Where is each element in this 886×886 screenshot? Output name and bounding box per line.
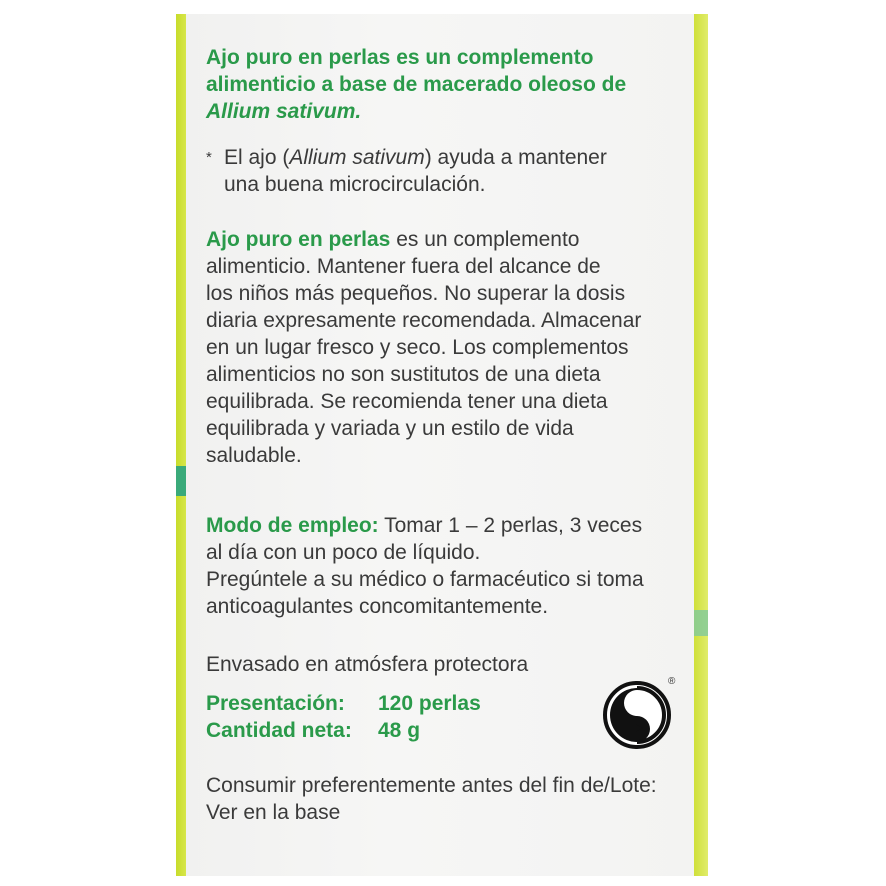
footnote (206, 144, 607, 198)
usage-line: anticoagulantes concomitantemente. (206, 595, 549, 618)
net-quantity-value: 48 g (378, 719, 421, 742)
paragraph-line: diaria expresamente recomendada. Almacenar (206, 309, 642, 332)
footnote-latin-name: Allium sativum (289, 146, 425, 169)
footnote-text: El ajo ( (224, 146, 290, 169)
paragraph-line: alimenticio. Mantener fuera del alcance de (206, 255, 601, 278)
intro-line: Allium sativum. (206, 100, 362, 123)
usage-heading: Modo de empleo: (206, 514, 379, 537)
asterisk: * (206, 149, 212, 166)
usage-paragraph (206, 512, 644, 620)
best-before-line: Ver en la base (206, 801, 341, 824)
paragraph-line: equilibrada. Se recomienda tener una dieta (206, 390, 608, 413)
best-before-line: Consumir preferentemente antes del fin de/Lote: (206, 774, 657, 797)
usage-line (206, 512, 644, 539)
usage-line: al día con un poco de líquido. (206, 541, 481, 564)
green-dot-recycling-icon (602, 680, 672, 750)
packaging-note: Envasado en atmósfera protectora (206, 653, 529, 676)
usage-text: Tomar 1 – 2 perlas, 3 veces (378, 514, 643, 537)
presentation-block (206, 690, 481, 744)
presentation-value: 120 perlas (378, 692, 481, 715)
usage-line: Pregúntele a su médico o farmacéutico si toma (206, 568, 644, 591)
footnote-text: ) ayuda a mantener (424, 146, 607, 169)
net-quantity-label: Cantidad neta: (206, 719, 352, 742)
intro-paragraph (206, 44, 626, 125)
edge-green-band (176, 466, 186, 496)
paragraph-line: saludable. (206, 444, 302, 467)
box-left-edge (176, 14, 186, 876)
edge-green-band (694, 610, 708, 636)
intro-line: Ajo puro en perlas es un complemento (206, 46, 594, 69)
net-quantity-row (206, 717, 481, 744)
paragraph-line: en un lugar fresco y seco. Los complementos (206, 336, 629, 359)
box-right-edge (694, 14, 708, 876)
presentation-row (206, 690, 481, 717)
paragraph-line: equilibrada y variada y un estilo de vida (206, 417, 574, 440)
registered-mark: ® (668, 676, 676, 687)
intro-line: alimenticio a base de macerado oleoso de (206, 73, 627, 96)
product-name: Ajo puro en perlas (206, 228, 391, 251)
footnote-line: una buena microcirculación. (224, 173, 486, 196)
paragraph-text: es un complemento (390, 228, 580, 251)
paragraph-line: los niños más pequeños. No superar la dosis (206, 282, 626, 305)
best-before-note (206, 772, 657, 826)
presentation-label: Presentación: (206, 692, 345, 715)
paragraph-line: alimenticios no son sustitutos de una dieta (206, 363, 601, 386)
footnote-line (224, 144, 607, 171)
description-paragraph (206, 226, 641, 469)
paragraph-line (206, 226, 641, 253)
